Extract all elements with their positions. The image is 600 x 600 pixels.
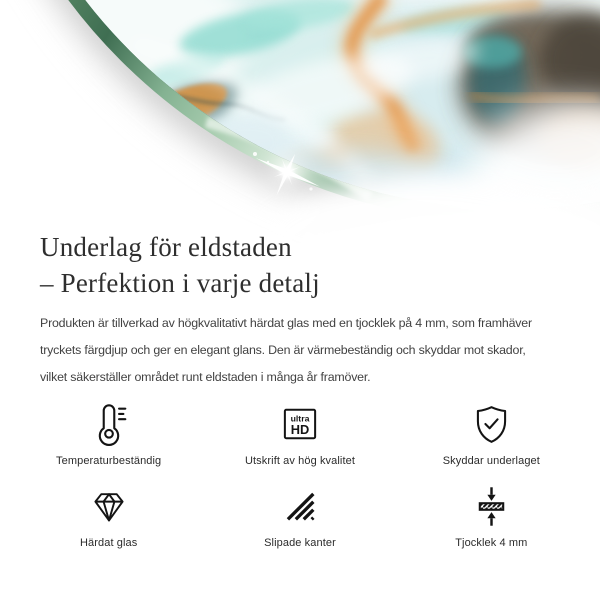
feature-print-quality: [204, 400, 395, 467]
feature-temperature-resistant: [13, 400, 204, 467]
diamond-icon: [88, 482, 130, 530]
feature-protects-surface: [396, 400, 587, 467]
svg-text:ultra: ultra: [290, 413, 310, 424]
shield-check-icon: [469, 400, 514, 448]
feature-label: Härdat glas: [79, 537, 138, 549]
ultra-hd-icon: [278, 400, 322, 448]
title-line-2: – Perfektion i varje detalj: [40, 268, 320, 298]
svg-text:HD: HD: [290, 422, 310, 438]
feature-label: Utskrift av hög kvalitet: [244, 455, 355, 467]
feature-tempered-glass: [13, 482, 204, 549]
features-grid: [13, 400, 587, 549]
beveled-edge-icon: [280, 482, 320, 530]
feature-label: Slipade kanter: [264, 537, 336, 549]
feature-label: Temperaturbeständig: [56, 455, 162, 467]
page-title: [40, 229, 320, 301]
feature-label: Skyddar underlaget: [442, 455, 540, 467]
feature-label: Tjocklek 4 mm: [455, 537, 528, 549]
feature-polished-edges: [204, 482, 395, 549]
description-line: tryckets färgdjup och ger en elegant glans. Den är värmebeständig och skyddar mot skador,: [40, 343, 526, 357]
description-line: vilket säkerställer området runt eldstaden i många år framöver.: [40, 370, 371, 384]
description-line: Produkten är tillverkad av högkvalitativt härdat glas med en tjocklek på 4 mm, som framhäver: [40, 316, 532, 330]
title-line-1: Underlag för eldstaden: [40, 232, 292, 262]
thermometer-icon: [86, 400, 132, 448]
product-description: [40, 310, 532, 391]
feature-thickness: [396, 482, 587, 549]
thickness-icon: [469, 482, 514, 530]
